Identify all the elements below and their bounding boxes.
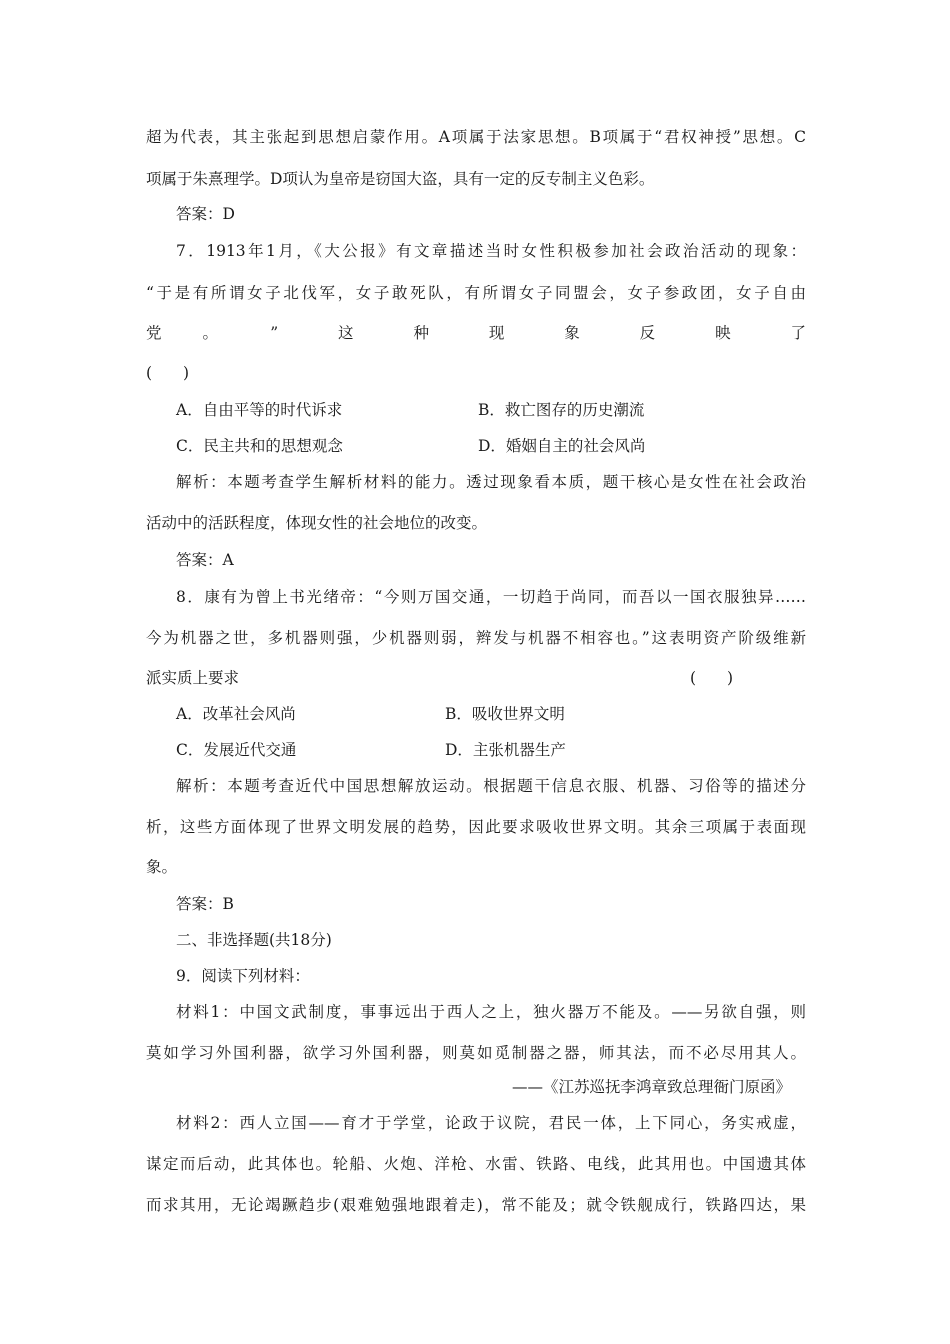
question-7-line1: 7．1913年1月，《大公报》有文章描述当时女性积极参加社会政治活动的现象： — [176, 242, 806, 260]
explanation-q6-line2: 项属于朱熹理学。D项认为皇帝是窃国大盗，具有一定的反专制主义色彩。 — [146, 170, 655, 188]
material-1-source: ——《江苏巡抚李鸿章致总理衙门原函》 — [512, 1078, 792, 1096]
explanation-q8-line3: 象。 — [146, 858, 178, 876]
question-8-line2: 今为机器之世，多机器则强，少机器则弱，辫发与机器不相容也。”这表明资产阶级维新 — [146, 629, 806, 647]
question-7-blank: ( ) — [146, 364, 190, 382]
explanation-q8-line2: 析，这些方面体现了世界文明发展的趋势，因此要求吸收世界文明。其余三项属于表面现 — [146, 818, 806, 836]
answer-q7: 答案：A — [176, 551, 234, 569]
material-2-line1: 材料2：西人立国——育才于学堂，论政于议院，君民一体，上下同心，务实戒虚， — [176, 1114, 806, 1132]
question-9-intro: 9．阅读下列材料： — [176, 967, 310, 985]
option-7a: A．自由平等的时代诉求 — [176, 401, 343, 419]
option-8c: C．发展近代交通 — [176, 741, 297, 759]
material-1-line2: 莫如学习外国利器，欲学习外国利器，则莫如觅制器之器，师其法，而不必尽用其人。 — [146, 1044, 806, 1062]
question-8-line3: 派实质上要求 — [146, 669, 240, 687]
answer-q8: 答案：B — [176, 895, 234, 913]
explanation-q7-line2: 活动中的活跃程度，体现女性的社会地位的改变。 — [146, 514, 488, 532]
question-8-line1: 8．康有为曾上书光绪帝：“今则万国交通，一切趋于尚同，而吾以一国衣服独异…… — [176, 588, 806, 606]
material-2-line2: 谋定而后动，此其体也。轮船、火炮、洋枪、水雷、铁路、电线，此其用也。中国遗其体 — [146, 1155, 806, 1173]
material-1-line1: 材料1：中国文武制度，事事远出于西人之上，独火器万不能及。——另欲自强，则 — [176, 1003, 806, 1021]
option-8b: B．吸收世界文明 — [445, 705, 565, 723]
question-7-line3: 党 。 ” 这 种 现 象 反 映 了 — [146, 324, 806, 342]
option-7b: B．救亡图存的历史潮流 — [478, 401, 645, 419]
option-8d: D．主张机器生产 — [445, 741, 566, 759]
explanation-q8-line1: 解析：本题考查近代中国思想解放运动。根据题干信息衣服、机器、习俗等的描述分 — [176, 777, 806, 795]
question-8-blank: ( ) — [690, 669, 734, 687]
answer-q6: 答案：D — [176, 205, 235, 223]
explanation-q7-line1: 解析：本题考查学生解析材料的能力。透过现象看本质，题干核心是女性在社会政治 — [176, 473, 806, 491]
option-7d: D．婚姻自主的社会风尚 — [478, 437, 646, 455]
section-heading: 二、非选择题(共18分) — [176, 931, 332, 949]
explanation-q6-line1: 超为代表，其主张起到思想启蒙作用。A项属于法家思想。B项属于“君权神授”思想。C — [146, 128, 806, 146]
option-7c: C．民主共和的思想观念 — [176, 437, 343, 455]
question-7-line2: “于是有所谓女子北伐军，女子敢死队，有所谓女子同盟会，女子参政团，女子自由 — [146, 284, 806, 302]
option-8a: A．改革社会风尚 — [176, 705, 296, 723]
material-2-line3: 而求其用，无论竭蹶趋步(艰难勉强地跟着走)，常不能及；就令铁舰成行，铁路四达，果 — [146, 1196, 806, 1214]
